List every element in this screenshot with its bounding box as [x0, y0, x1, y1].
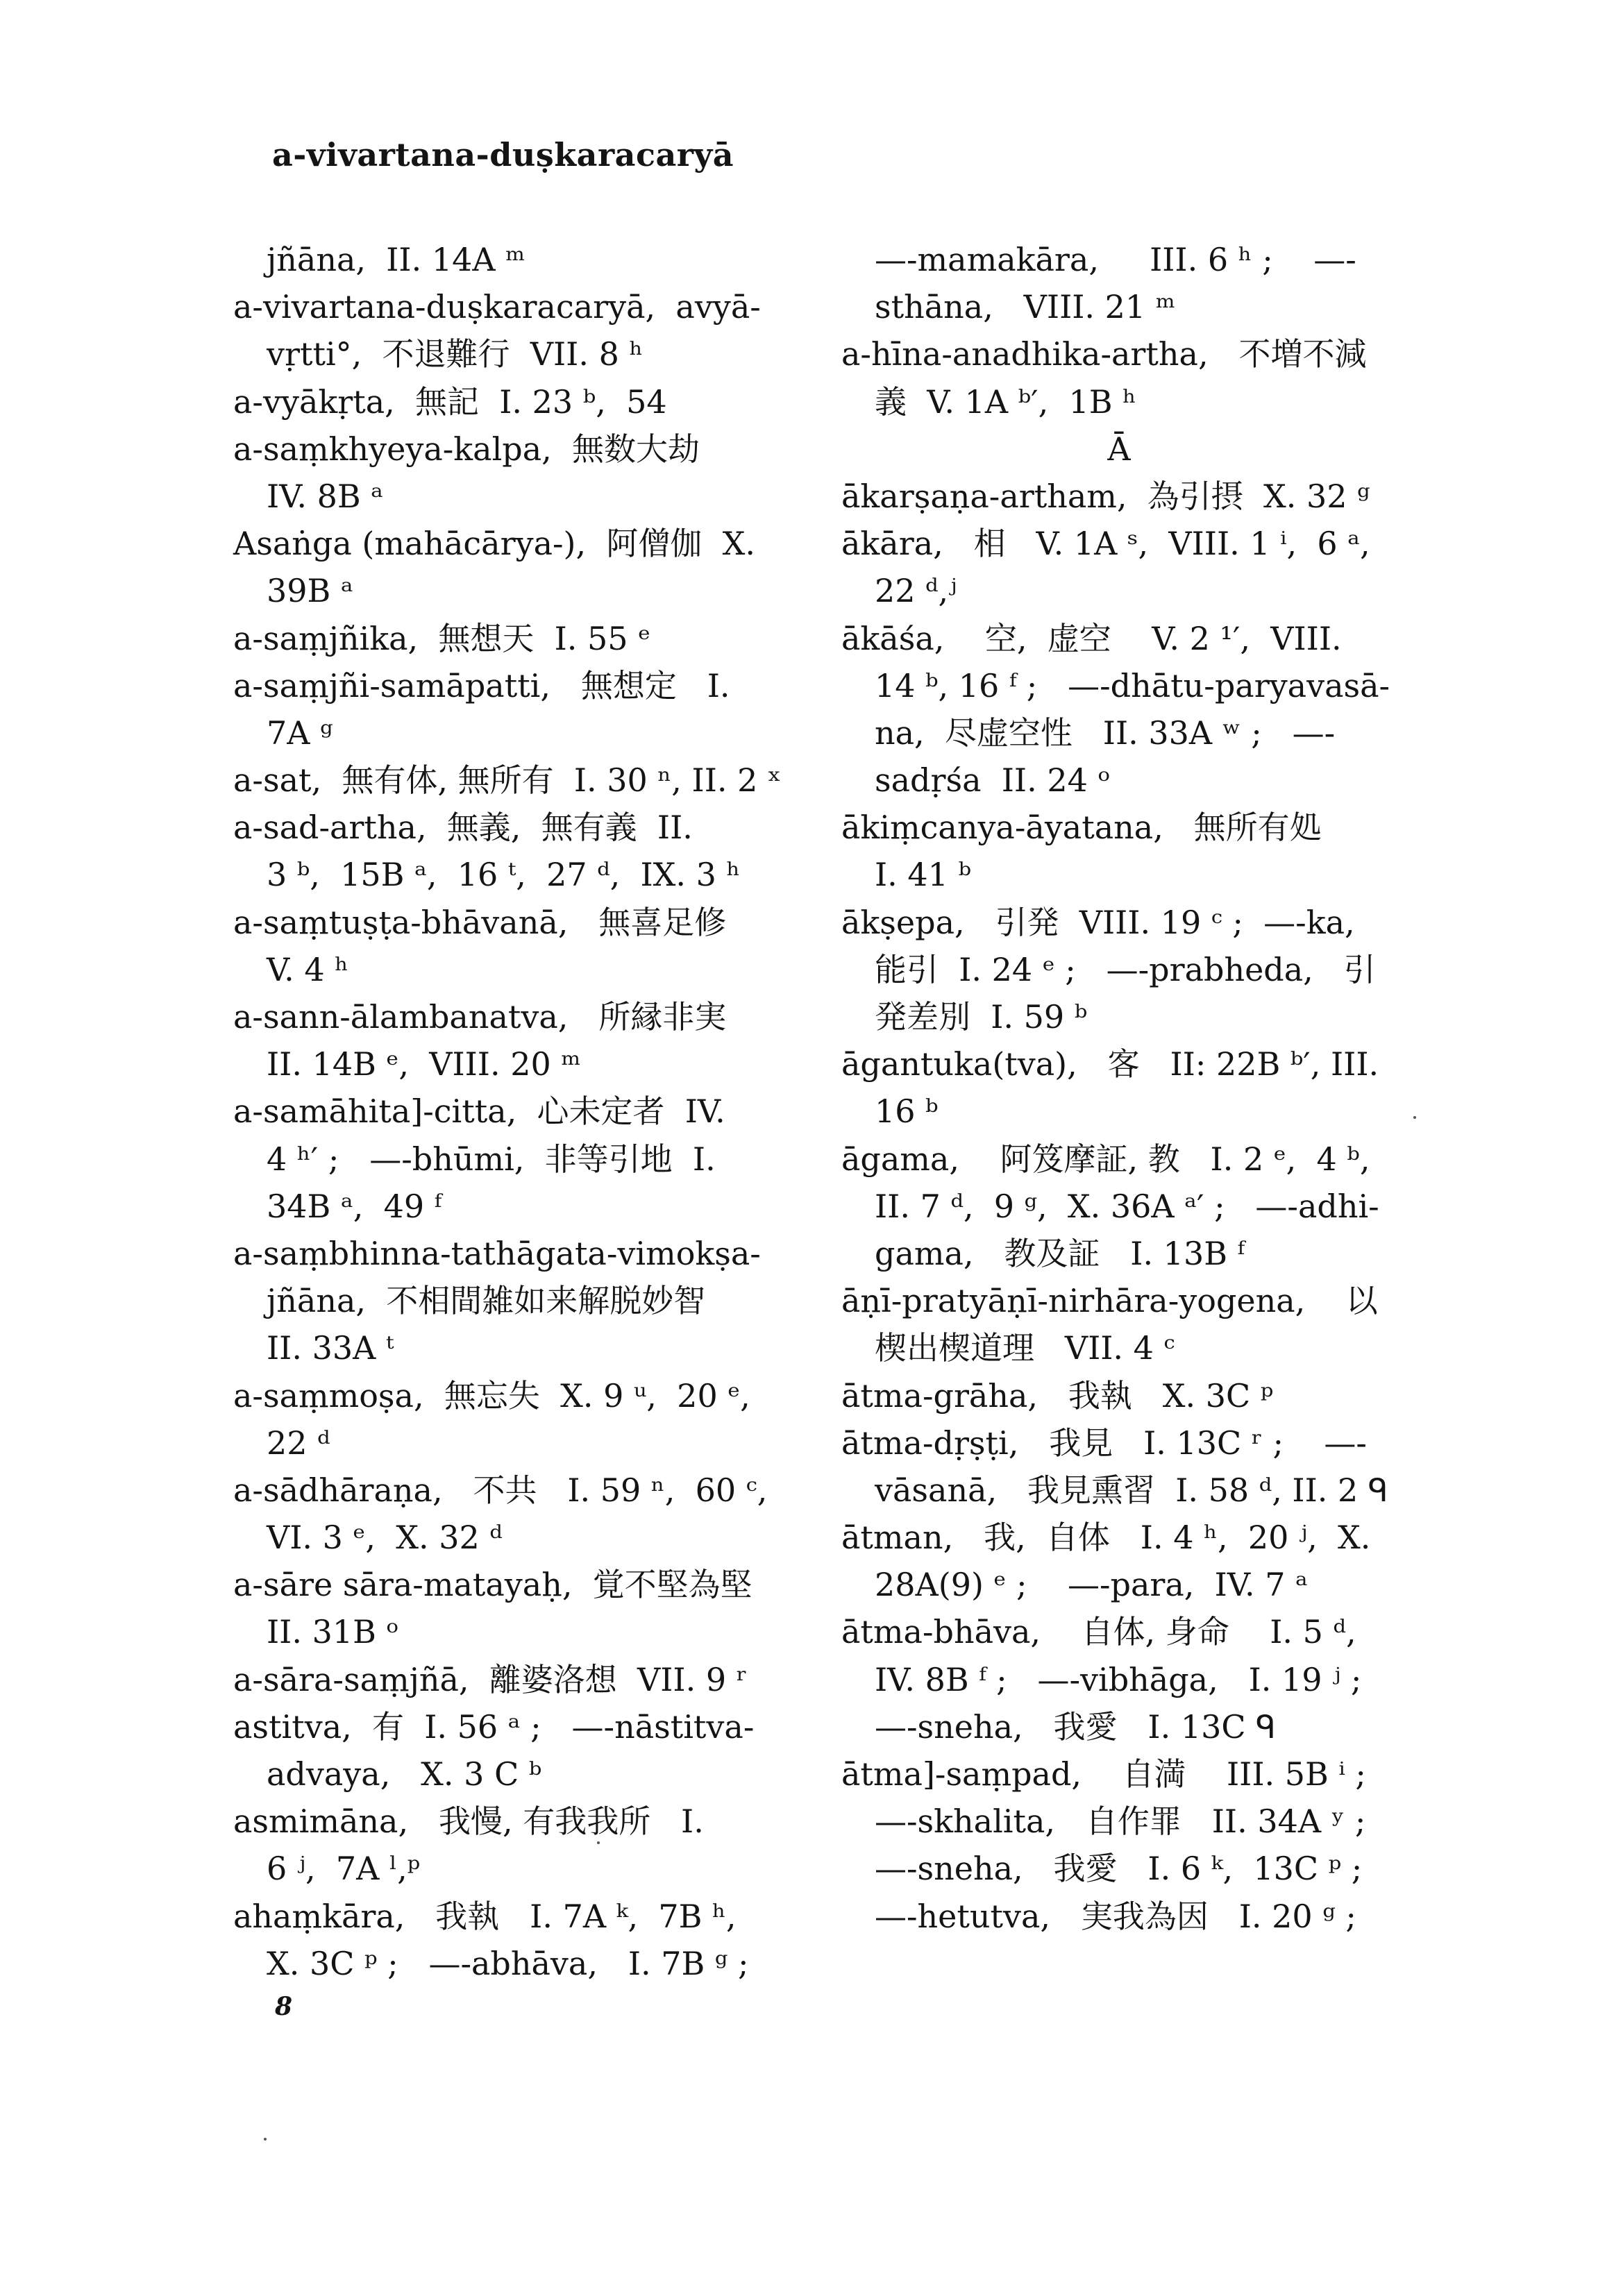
scan-speck: [597, 1841, 600, 1844]
right-entry-line: —-mamakāra, III. 6 ʰ ; —-: [875, 241, 1356, 278]
right-entry-line: ākṣepa, 引発 VIII. 19 ᶜ ; —-ka,: [841, 903, 1355, 941]
left-entry-line: 3 ᵇ, 15B ᵃ, 16 ᵗ, 27 ᵈ, IX. 3 ʰ: [267, 856, 741, 894]
right-entry-line: 楔出楔道理 VII. 4 ᶜ: [875, 1329, 1175, 1367]
right-entry-line: ātman, 我, 自体 I. 4 ʰ, 20 ʲ, X.: [841, 1519, 1371, 1557]
left-entry-line: a-vivartana-duṣkaracaryā, avyā-: [233, 288, 761, 326]
right-entry-line: 22 ᵈ,ʲ: [875, 572, 957, 610]
right-entry-line: ākiṃcanya-āyatana, 無所有処: [841, 809, 1322, 847]
left-entry-line: a-saṃbhinna-tathāgata-vimokṣa-: [233, 1234, 761, 1272]
left-entry-line: advaya, X. 3 C ᵇ: [267, 1755, 542, 1793]
left-entry-line: a-sat, 無有体, 無所有 I. 30 ⁿ, II. 2 ˣ: [233, 761, 782, 800]
left-entry-line: a-samāhita]-citta, 心未定者 IV.: [233, 1092, 725, 1131]
left-entry-line: a-sad-artha, 無義, 無有義 II.: [233, 809, 693, 847]
left-entry-line: VI. 3 ᵉ, X. 32 ᵈ: [267, 1519, 503, 1557]
right-entry-line: 28A(9) ᵉ ; —-para, IV. 7 ᵃ: [875, 1566, 1308, 1604]
right-entry-line: 16 ᵇ: [875, 1092, 939, 1131]
right-entry-line: a-hīna-anadhika-artha, 不増不減: [841, 335, 1367, 373]
left-entry-line: a-vyākṛta, 無記 I. 23 ᵇ, 54: [233, 382, 667, 421]
index-column-right: [841, 236, 1397, 1940]
section-letter-heading: Ā: [1107, 430, 1131, 468]
left-entry-line: 34B ᵃ, 49 ᶠ: [267, 1187, 442, 1225]
right-entry-line: 能引 I. 24 ᵉ ; —-prabheda, 引: [875, 950, 1376, 988]
right-entry-line: —-skhalita, 自作罪 II. 34A ʸ ;: [875, 1803, 1366, 1841]
right-entry-line: ākāra, 相 V. 1A ˢ, VIII. 1 ⁱ, 6 ᵃ,: [841, 525, 1370, 563]
left-entry-line: asmimāna, 我慢, 有我我所 I.: [233, 1803, 704, 1841]
left-entry-line: a-sāre sāra-matayaḥ, 覚不堅為堅: [233, 1566, 752, 1604]
left-entry-line: jñāna, 不相間雑如来解脱妙智: [267, 1282, 706, 1320]
left-entry-line: 6 ʲ, 7A ˡ,ᵖ: [267, 1850, 421, 1888]
index-column-left: [233, 236, 782, 1987]
right-entry-line: ātma-bhāva, 自体, 身命 I. 5 ᵈ,: [841, 1613, 1356, 1651]
right-entry-line: II. 7 ᵈ, 9 ᵍ, X. 36A ᵃ′ ; —-adhi-: [875, 1187, 1379, 1225]
right-entry-line: āṇī-pratyāṇī-nirhāra-yogena, 以: [841, 1282, 1378, 1320]
left-entry-line: a-saṃjñi-samāpatti, 無想定 I.: [233, 666, 730, 704]
left-entry-line: jñāna, II. 14A ᵐ: [267, 241, 525, 278]
running-head: a-vivartana-duṣkaracaryā: [272, 136, 734, 174]
left-entry-line: IV. 8B ᵃ: [267, 477, 384, 515]
right-entry-line: ākarṣaṇa-artham, 為引摂 X. 32 ᵍ: [841, 477, 1370, 515]
right-entry-line: ātma-dṛṣṭi, 我見 I. 13C ʳ ; —-: [841, 1424, 1367, 1462]
right-entry-line: ākāśa, 空, 虚空 V. 2 ¹′, VIII.: [841, 619, 1342, 657]
left-entry-line: vṛtti°, 不退難行 VII. 8 ʰ: [267, 335, 644, 373]
right-entry-line: I. 41 ᵇ: [875, 856, 971, 894]
left-entry-line: Asaṅga (mahācārya-), 阿僧伽 X.: [233, 525, 755, 563]
left-entry-line: 22 ᵈ: [267, 1424, 330, 1462]
right-entry-line: gama, 教及証 I. 13B ᶠ: [875, 1234, 1245, 1272]
right-entry-line: ātma]-saṃpad, 自満 III. 5B ⁱ ;: [841, 1755, 1366, 1793]
left-entry-line: ahaṃkāra, 我執 I. 7A ᵏ, 7B ʰ,: [233, 1897, 737, 1935]
left-entry-line: a-saṃkhyeya-kalpa, 無数大劫: [233, 430, 700, 468]
left-entry-line: a-sādhāraṇa, 不共 I. 59 ⁿ, 60 ᶜ,: [233, 1471, 768, 1509]
left-entry-line: a-sann-ālambanatva, 所縁非実: [233, 998, 727, 1036]
right-entry-line: sadṛśa II. 24 ᵒ: [875, 761, 1111, 800]
scan-speck: [264, 2138, 267, 2141]
left-entry-line: a-saṃmoṣa, 無忘失 X. 9 ᵘ, 20 ᵉ,: [233, 1376, 750, 1415]
left-entry-line: II. 14B ᵉ, VIII. 20 ᵐ: [267, 1045, 581, 1083]
left-entry-line: a-saṃtuṣṭa-bhāvanā, 無喜足修: [233, 903, 727, 941]
left-entry-line: a-sāra-saṃjñā, 離婆洛想 VII. 9 ʳ: [233, 1660, 748, 1698]
left-entry-line: astitva, 有 I. 56 ᵃ ; —-nāstitva-: [233, 1707, 755, 1746]
left-entry-line: II. 31B ᵒ: [267, 1613, 399, 1651]
right-entry-line: —-sneha, 我愛 I. 13C ᑫ: [875, 1707, 1277, 1746]
left-entry-line: X. 3C ᵖ ; —-abhāva, I. 7B ᵍ ;: [267, 1944, 749, 1982]
page-number: 8: [275, 1992, 293, 2021]
right-entry-line: —-sneha, 我愛 I. 6 ᵏ, 13C ᵖ ;: [875, 1850, 1363, 1888]
right-entry-line: āgama, 阿笈摩証, 教 I. 2 ᵉ, 4 ᵇ,: [841, 1140, 1370, 1178]
scan-speck: [1413, 1116, 1416, 1119]
right-entry-line: āgantuka(tva), 客 II: 22B ᵇ′, III.: [841, 1045, 1379, 1083]
right-entry-line: 14 ᵇ, 16 ᶠ ; —-dhātu-paryavasā-: [875, 666, 1390, 704]
left-entry-line: II. 33A ᵗ: [267, 1329, 394, 1367]
right-entry-line: 発差別 I. 59 ᵇ: [875, 998, 1088, 1036]
right-entry-line: ātma-grāha, 我執 X. 3C ᵖ: [841, 1376, 1274, 1415]
right-entry-line: sthāna, VIII. 21 ᵐ: [875, 288, 1176, 326]
left-entry-line: V. 4 ʰ: [267, 950, 349, 988]
left-entry-line: a-saṃjñika, 無想天 I. 55 ᵉ: [233, 619, 651, 657]
right-entry-line: vāsanā, 我見熏習 I. 58 ᵈ, II. 2 ᑫ: [875, 1471, 1388, 1509]
right-entry-line: 義 V. 1A ᵇ′, 1B ʰ: [875, 382, 1137, 421]
right-entry-line: IV. 8B ᶠ ; —-vibhāga, I. 19 ʲ ;: [875, 1660, 1362, 1698]
right-entry-line: na, 尽虚空性 II. 33A ʷ ; —-: [875, 714, 1336, 752]
left-entry-line: 39B ᵃ: [267, 572, 353, 610]
left-entry-line: 4 ʰ′ ; —-bhūmi, 非等引地 I.: [267, 1140, 716, 1178]
right-entry-line: —-hetutva, 実我為因 I. 20 ᵍ ;: [875, 1897, 1356, 1935]
left-entry-line: 7A ᵍ: [267, 714, 333, 752]
